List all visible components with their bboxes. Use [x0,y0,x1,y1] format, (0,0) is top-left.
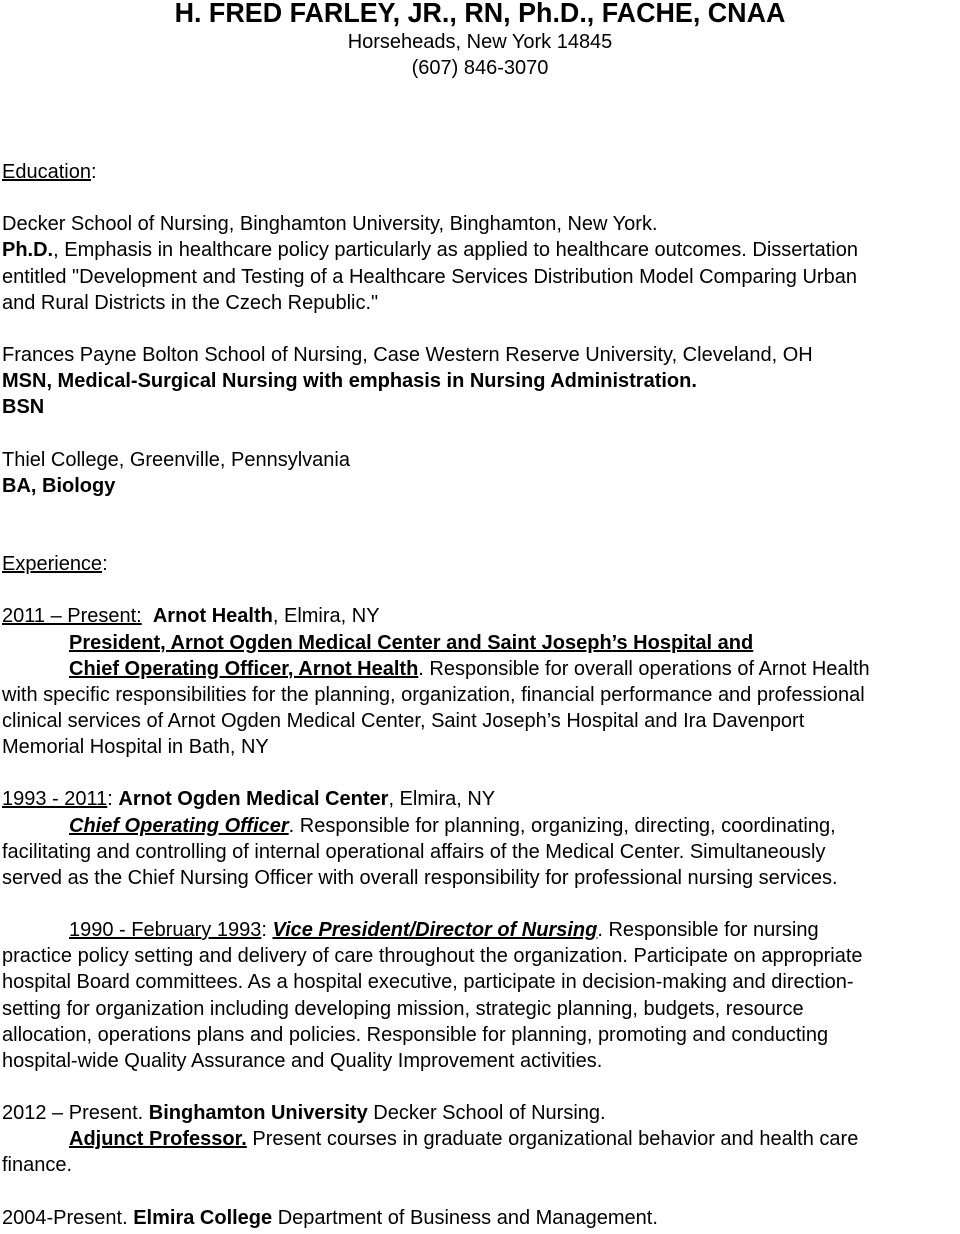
job-binghamton-header [2,1100,960,1126]
loc: Decker School of Nursing. [367,1102,606,1125]
title: Chief Operating Officer [69,814,289,837]
school: Frances Payne Bolton School of Nursing, Case Western Reserve University [2,343,672,366]
desc: Present courses in graduate organizational behavior and health care [246,1128,859,1151]
job-desc: Memorial Hospital in Bath, NY [2,736,269,759]
resume-name: H. FRED FARLEY, JR., RN, Ph.D., FACHE, CNAA [174,0,786,28]
dates: 2004-Present. [2,1206,134,1229]
job-desc: facilitating and controlling of internal operational affairs of the Medical Center. Simultaneously [2,840,826,863]
colon: : [90,161,97,183]
job-arnot-health-header [2,603,960,629]
desc: . Responsible for overall operations of Arnot Health [418,657,870,680]
job-desc: with specific responsibilities for the planning, organization, financial performance and professional [2,683,865,706]
resume-body [2,159,960,1231]
phone: (607) 846-3070 [411,57,549,79]
dates: 1993 - 2011 [2,788,108,811]
org: Binghamton University [148,1102,368,1125]
edu-cwru-bsn: BSN [2,396,45,419]
loc: , Elmira, NY [272,605,380,628]
job-title [2,630,960,656]
title: Vice President/Director of Nursing [272,919,598,942]
loc: Department of Business and Management. [272,1206,658,1229]
org: Elmira College [133,1206,273,1229]
edu-cwru-msn: MSN, Medical-Surgical Nursing with emphasis in Nursing Administration. [2,370,697,393]
job-desc: hospital Board committees. As a hospital executive, participate in decision-making and direction- [2,971,854,994]
comma: , [671,343,678,366]
colon: : [261,919,273,942]
job-desc: hospital-wide Quality Assurance and Quality Improvement activities. [2,1049,603,1072]
address: Horseheads, New York 14845 [347,31,613,53]
experience-heading [2,551,960,577]
heading-text: Education [2,161,91,183]
org: Arnot Ogden Medical Center [118,788,389,811]
job-desc: practice policy setting and delivery of care throughout the organization. Participate on appropriate [2,945,863,968]
degree: Ph.D. [2,239,54,262]
job-desc: clinical services of Arnot Ogden Medical Center, Saint Joseph’s Hospital and Ira Davenport [2,709,805,732]
loc: Elmira, NY [394,788,496,811]
job-aomc-header [2,786,960,812]
dates: 2012 – Present. [2,1102,149,1125]
dates: 1990 - February 1993 [69,919,262,942]
desc: . Responsible for nursing [597,919,819,942]
job-desc: finance. [2,1154,73,1177]
edu-binghamton-degree [2,237,960,263]
city: Cleveland, OH [677,343,813,366]
heading-text: Experience [2,553,103,576]
job-desc: allocation, operations plans and policies. Responsible for planning, promoting and conducting [2,1023,829,1046]
colon: : [107,788,119,811]
edu-binghamton-school: Decker School of Nursing, Binghamton University, Binghamton, New York. [2,213,658,236]
title: Chief Operating Officer, Arnot Health [69,657,419,680]
edu-binghamton-desc: entitled "Development and Testing of a Healthcare Services Distribution Model Comparing Urban [2,265,857,288]
job-title [2,656,960,682]
colon: : [102,553,108,576]
desc: . Responsible for planning, organizing, directing, coordinating, [288,814,836,837]
education-heading [2,159,960,185]
title: Adjunct Professor. [69,1128,247,1151]
job-title [2,813,960,839]
edu-binghamton-desc: and Rural Districts in the Czech Republic." [2,291,379,314]
dates: 2011 – Present: [2,605,142,628]
edu-thiel-school: Thiel College, Greenville, Pennsylvania [2,448,350,471]
org: Arnot Health [152,605,273,628]
desc: , Emphasis in healthcare policy particularly as applied to healthcare outcomes. Dissertation [53,239,858,262]
job-elmira-header [2,1205,960,1231]
job-title [2,1126,960,1152]
job-vp-header [2,917,960,943]
comma: , [388,788,394,811]
job-desc: served as the Chief Nursing Officer with overall responsibility for professional nursing services. [2,866,838,889]
title: President, Arnot Ogden Medical Center and Saint Joseph’s Hospital and [69,631,754,654]
edu-thiel-degree: BA, Biology [2,474,116,497]
job-desc: setting for organization including developing mission, strategic planning, budgets, resource [2,997,804,1020]
edu-cwru-school [2,342,960,368]
